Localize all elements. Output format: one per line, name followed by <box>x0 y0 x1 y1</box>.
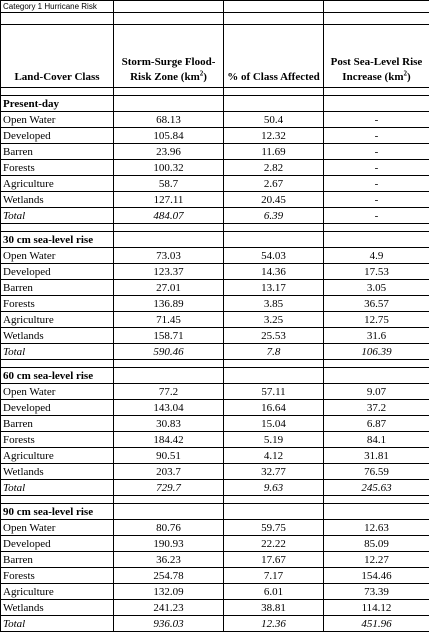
flood-zone-value: 484.07 <box>114 208 224 224</box>
empty-cell <box>224 224 324 232</box>
increase-value: - <box>324 144 429 160</box>
flood-zone-value: 123.37 <box>114 264 224 280</box>
table-row <box>1 448 429 464</box>
land-cover-class: Wetlands <box>1 328 114 344</box>
empty-cell <box>1 360 114 368</box>
table-row <box>1 192 429 208</box>
increase-value: 4.9 <box>324 248 429 264</box>
flood-zone-value: 127.11 <box>114 192 224 208</box>
land-cover-class: Developed <box>1 536 114 552</box>
empty-cell <box>324 232 429 248</box>
total-row <box>1 344 429 360</box>
pct-affected-value: 3.25 <box>224 312 324 328</box>
pct-affected-value: 7.8 <box>224 344 324 360</box>
total-row <box>1 616 429 632</box>
table-row <box>1 176 429 192</box>
table-row <box>1 384 429 400</box>
section-gap-row <box>1 88 429 96</box>
table-row <box>1 296 429 312</box>
pct-affected-value: 9.63 <box>224 480 324 496</box>
pct-affected-value: 50.4 <box>224 112 324 128</box>
empty-cell <box>114 360 224 368</box>
table-row <box>1 328 429 344</box>
land-cover-class: Barren <box>1 416 114 432</box>
land-cover-class: Agriculture <box>1 176 114 192</box>
increase-value: - <box>324 160 429 176</box>
pct-affected-value: 12.36 <box>224 616 324 632</box>
section-name: 90 cm sea-level rise <box>1 504 114 520</box>
land-cover-class: Open Water <box>1 112 114 128</box>
section-header-row <box>1 368 429 384</box>
land-cover-class: Developed <box>1 400 114 416</box>
increase-value: 12.27 <box>324 552 429 568</box>
section-name: 60 cm sea-level rise <box>1 368 114 384</box>
flood-zone-value: 36.23 <box>114 552 224 568</box>
table-row <box>1 248 429 264</box>
land-cover-class: Barren <box>1 552 114 568</box>
pct-affected-value: 38.81 <box>224 600 324 616</box>
land-cover-class: Developed <box>1 128 114 144</box>
total-row <box>1 480 429 496</box>
pct-affected-value: 14.36 <box>224 264 324 280</box>
increase-value: - <box>324 128 429 144</box>
pct-affected-value: 59.75 <box>224 520 324 536</box>
increase-value: - <box>324 176 429 192</box>
spacer-row <box>1 13 429 25</box>
increase-value: 451.96 <box>324 616 429 632</box>
empty-cell <box>224 504 324 520</box>
table-title: Category 1 Hurricane Risk <box>1 1 114 13</box>
empty-cell <box>324 368 429 384</box>
flood-zone-value: 23.96 <box>114 144 224 160</box>
pct-affected-value: 32.77 <box>224 464 324 480</box>
pct-affected-value: 25.53 <box>224 328 324 344</box>
land-cover-class: Forests <box>1 568 114 584</box>
increase-value: 85.09 <box>324 536 429 552</box>
section-header-row <box>1 232 429 248</box>
flood-zone-value: 136.89 <box>114 296 224 312</box>
increase-value: 245.63 <box>324 480 429 496</box>
empty-cell <box>324 96 429 112</box>
increase-value: 84.1 <box>324 432 429 448</box>
pct-affected-value: 17.67 <box>224 552 324 568</box>
pct-affected-value: 6.39 <box>224 208 324 224</box>
increase-value: 106.39 <box>324 344 429 360</box>
table-row <box>1 552 429 568</box>
land-cover-class: Total <box>1 616 114 632</box>
flood-zone-value: 158.71 <box>114 328 224 344</box>
increase-value: 17.53 <box>324 264 429 280</box>
table-row <box>1 312 429 328</box>
empty-cell <box>224 368 324 384</box>
section-gap-row <box>1 360 429 368</box>
land-cover-class: Forests <box>1 160 114 176</box>
flood-zone-value: 73.03 <box>114 248 224 264</box>
empty-cell <box>1 88 114 96</box>
section-header-row <box>1 96 429 112</box>
increase-value: 31.81 <box>324 448 429 464</box>
flood-zone-value: 90.51 <box>114 448 224 464</box>
land-cover-class: Forests <box>1 296 114 312</box>
flood-zone-value: 105.84 <box>114 128 224 144</box>
pct-affected-value: 2.67 <box>224 176 324 192</box>
flood-zone-value: 590.46 <box>114 344 224 360</box>
pct-affected-value: 2.82 <box>224 160 324 176</box>
pct-affected-value: 6.01 <box>224 584 324 600</box>
section-header-row <box>1 504 429 520</box>
increase-value: - <box>324 192 429 208</box>
land-cover-class: Developed <box>1 264 114 280</box>
land-cover-class: Barren <box>1 144 114 160</box>
increase-value: 3.05 <box>324 280 429 296</box>
empty-cell <box>324 504 429 520</box>
land-cover-class: Total <box>1 344 114 360</box>
empty-cell <box>224 96 324 112</box>
empty-cell <box>114 504 224 520</box>
increase-value: 31.6 <box>324 328 429 344</box>
table-row <box>1 128 429 144</box>
table-row <box>1 280 429 296</box>
pct-affected-value: 22.22 <box>224 536 324 552</box>
empty-cell <box>324 360 429 368</box>
flood-zone-value: 58.7 <box>114 176 224 192</box>
table-row <box>1 432 429 448</box>
flood-zone-value: 203.7 <box>114 464 224 480</box>
land-cover-class: Agriculture <box>1 584 114 600</box>
increase-value: - <box>324 208 429 224</box>
land-cover-class: Open Water <box>1 384 114 400</box>
pct-affected-value: 54.03 <box>224 248 324 264</box>
table-row <box>1 520 429 536</box>
section-name: Present-day <box>1 96 114 112</box>
pct-affected-value: 7.17 <box>224 568 324 584</box>
table-row <box>1 584 429 600</box>
flood-zone-value: 80.76 <box>114 520 224 536</box>
land-cover-class: Forests <box>1 432 114 448</box>
empty-cell <box>114 232 224 248</box>
pct-affected-value: 15.04 <box>224 416 324 432</box>
empty-cell <box>114 368 224 384</box>
title-row <box>1 1 429 13</box>
flood-zone-value: 77.2 <box>114 384 224 400</box>
pct-affected-value: 5.19 <box>224 432 324 448</box>
increase-value: 36.57 <box>324 296 429 312</box>
increase-value: 37.2 <box>324 400 429 416</box>
flood-zone-value: 184.42 <box>114 432 224 448</box>
section-gap-row <box>1 224 429 232</box>
empty-cell <box>324 224 429 232</box>
land-cover-class: Open Water <box>1 520 114 536</box>
header-post-rise: Post Sea-Level Rise Increase $(km^2)$ <box>324 25 429 88</box>
flood-zone-value: 143.04 <box>114 400 224 416</box>
empty-cell <box>1 496 114 504</box>
flood-zone-value: 254.78 <box>114 568 224 584</box>
land-cover-class: Barren <box>1 280 114 296</box>
land-cover-class: Wetlands <box>1 600 114 616</box>
flood-zone-value: 71.45 <box>114 312 224 328</box>
pct-affected-value: 12.32 <box>224 128 324 144</box>
land-cover-class: Open Water <box>1 248 114 264</box>
empty-cell <box>324 496 429 504</box>
table-row <box>1 536 429 552</box>
empty-cell <box>1 224 114 232</box>
table-row <box>1 400 429 416</box>
flood-zone-value: 27.01 <box>114 280 224 296</box>
land-cover-class: Total <box>1 208 114 224</box>
section-gap-row <box>1 496 429 504</box>
pct-affected-value: 3.85 <box>224 296 324 312</box>
pct-affected-value: 11.69 <box>224 144 324 160</box>
flood-zone-value: 241.23 <box>114 600 224 616</box>
flood-zone-value: 100.32 <box>114 160 224 176</box>
increase-value: 154.46 <box>324 568 429 584</box>
increase-value: 76.59 <box>324 464 429 480</box>
flood-zone-value: 936.03 <box>114 616 224 632</box>
table-row <box>1 112 429 128</box>
empty-cell <box>324 88 429 96</box>
empty-cell <box>224 232 324 248</box>
increase-value: 9.07 <box>324 384 429 400</box>
header-row <box>1 25 429 88</box>
table-row <box>1 600 429 616</box>
empty-cell <box>224 360 324 368</box>
table-row <box>1 160 429 176</box>
flood-zone-value: 190.93 <box>114 536 224 552</box>
land-cover-class: Agriculture <box>1 312 114 328</box>
flood-zone-value: 68.13 <box>114 112 224 128</box>
flood-zone-value: 729.7 <box>114 480 224 496</box>
table-row <box>1 264 429 280</box>
pct-affected-value: 57.11 <box>224 384 324 400</box>
header-pct-class: % of Class Affected <box>224 25 324 88</box>
empty-cell <box>114 88 224 96</box>
empty-cell <box>224 496 324 504</box>
pct-affected-value: 13.17 <box>224 280 324 296</box>
empty-cell <box>114 224 224 232</box>
land-cover-class: Wetlands <box>1 192 114 208</box>
header-land-cover: Land-Cover Class <box>1 25 114 88</box>
table-row <box>1 464 429 480</box>
pct-affected-value: 4.12 <box>224 448 324 464</box>
land-cover-class: Agriculture <box>1 448 114 464</box>
land-cover-class: Wetlands <box>1 464 114 480</box>
section-name: 30 cm sea-level rise <box>1 232 114 248</box>
increase-value: - <box>324 112 429 128</box>
increase-value: 6.87 <box>324 416 429 432</box>
empty-cell <box>114 96 224 112</box>
increase-value: 114.12 <box>324 600 429 616</box>
flood-zone-value: 30.83 <box>114 416 224 432</box>
table-row <box>1 144 429 160</box>
pct-affected-value: 16.64 <box>224 400 324 416</box>
header-flood-zone: Storm-Surge Flood-Risk Zone $(km^2)$ <box>114 25 224 88</box>
empty-cell <box>224 88 324 96</box>
table-row <box>1 416 429 432</box>
pct-affected-value: 20.45 <box>224 192 324 208</box>
increase-value: 12.63 <box>324 520 429 536</box>
empty-cell <box>114 496 224 504</box>
table-row <box>1 568 429 584</box>
flood-zone-value: 132.09 <box>114 584 224 600</box>
increase-value: 73.39 <box>324 584 429 600</box>
land-cover-class: Total <box>1 480 114 496</box>
increase-value: 12.75 <box>324 312 429 328</box>
total-row <box>1 208 429 224</box>
